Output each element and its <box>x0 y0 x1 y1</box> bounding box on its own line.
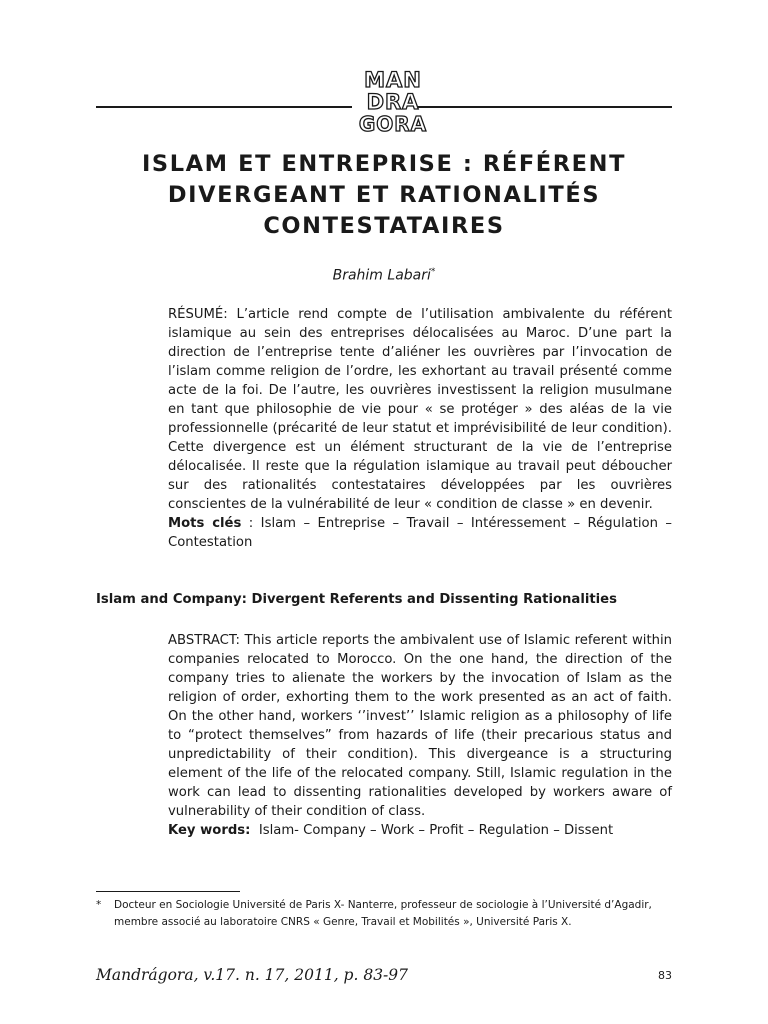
header-rule-right <box>415 106 672 108</box>
footnote-mark: * <box>96 899 102 911</box>
author-line <box>96 262 672 286</box>
resume-paragraph <box>168 305 672 552</box>
footnote <box>96 897 672 931</box>
title-line-3: CONTESTATAIRES <box>263 213 505 239</box>
logo-line-1: MAN <box>364 68 422 92</box>
abstract-keywords: Islam- Company – Work – Profit – Regulation – Dissent <box>250 823 614 838</box>
logo-line-3: GORA <box>358 112 428 136</box>
page-number: 83 <box>658 969 672 982</box>
journal-citation: Mandrágora, v.17. n. 17, 2011, p. 83-97 <box>96 966 409 984</box>
resume-text: RÉSUMÉ: L’article rend compte de l’utilisation ambivalente du référent islamique au sein des entreprises délocalisées au Maroc. D’une part la direction de l’entreprise tente d’aliéner les ouvrières par l’invocation de l’islam comme religion de l’ordre, les exhortant au travail présenté comme acte de la foi. De l’autre, les ouvrières investissent la religion musulmane en tant que philosophie de vie pour « se protéger » des aléas de la vie professionnelle (précarité de leur statut et imprévisibilité de leur condition). Cette divergence est un élément structurant de la vie de l’entreprise délocalisée. Il reste que la régulation islamique au travail peut déboucher sur des rationalités contestataires développées par les ouvrières conscientes de la vulnérabilité de leur « condition de classe » en devenir. <box>168 307 672 512</box>
author-name: Brahim Labari <box>332 267 431 284</box>
author-footnote-mark: * <box>430 267 436 277</box>
mandragora-logo <box>356 66 430 136</box>
abstract-keywords-label: Key words: <box>168 823 251 838</box>
title-line-2: DIVERGEANT ET RATIONALITÉS <box>167 182 601 208</box>
resume-keywords-label: Mots clés <box>168 516 242 531</box>
header-rule-left <box>96 106 352 108</box>
footnote-text: Docteur en Sociologie Université de Paris X- Nanterre, professeur de sociologie à l’Université d’Agadir, membre associé au laboratoire CNRS « Genre, Travail et Mobilités », Université Paris X. <box>114 899 652 928</box>
abstract-paragraph <box>168 631 672 840</box>
footnote-rule <box>96 891 240 892</box>
title-line-1: ISLAM ET ENTREPRISE : RÉFÉRENT <box>141 151 627 177</box>
abstract-text: ABSTRACT: This article reports the ambivalent use of Islamic referent within companies relocated to Morocco. On the one hand, the direction of the company tries to alienate the workers by the invocation of Islam as the religion of order, exhorting them to the work presented as an act of faith. On the other hand, workers ‘’invest’’ Islamic religion as a philosophy of life to “protect themselves” from hazards of life (their precarious status and unpredictability of their condition). This divergeance is a structuring element of the life of the relocated company. Still, Islamic regulation in the work can lead to dissenting rationalities developed by workers aware of vulnerability of their condition of class. <box>168 633 672 819</box>
english-title: Islam and Company: Divergent Referents and Dissenting Rationalities <box>96 592 617 607</box>
logo-line-2: DRA <box>366 90 420 114</box>
resume-keywords: : Islam – Entreprise – Travail – Intéressement – Régulation – Contestation <box>168 516 672 550</box>
mandragora-logo-graphic <box>356 66 430 136</box>
article-title <box>96 149 672 242</box>
